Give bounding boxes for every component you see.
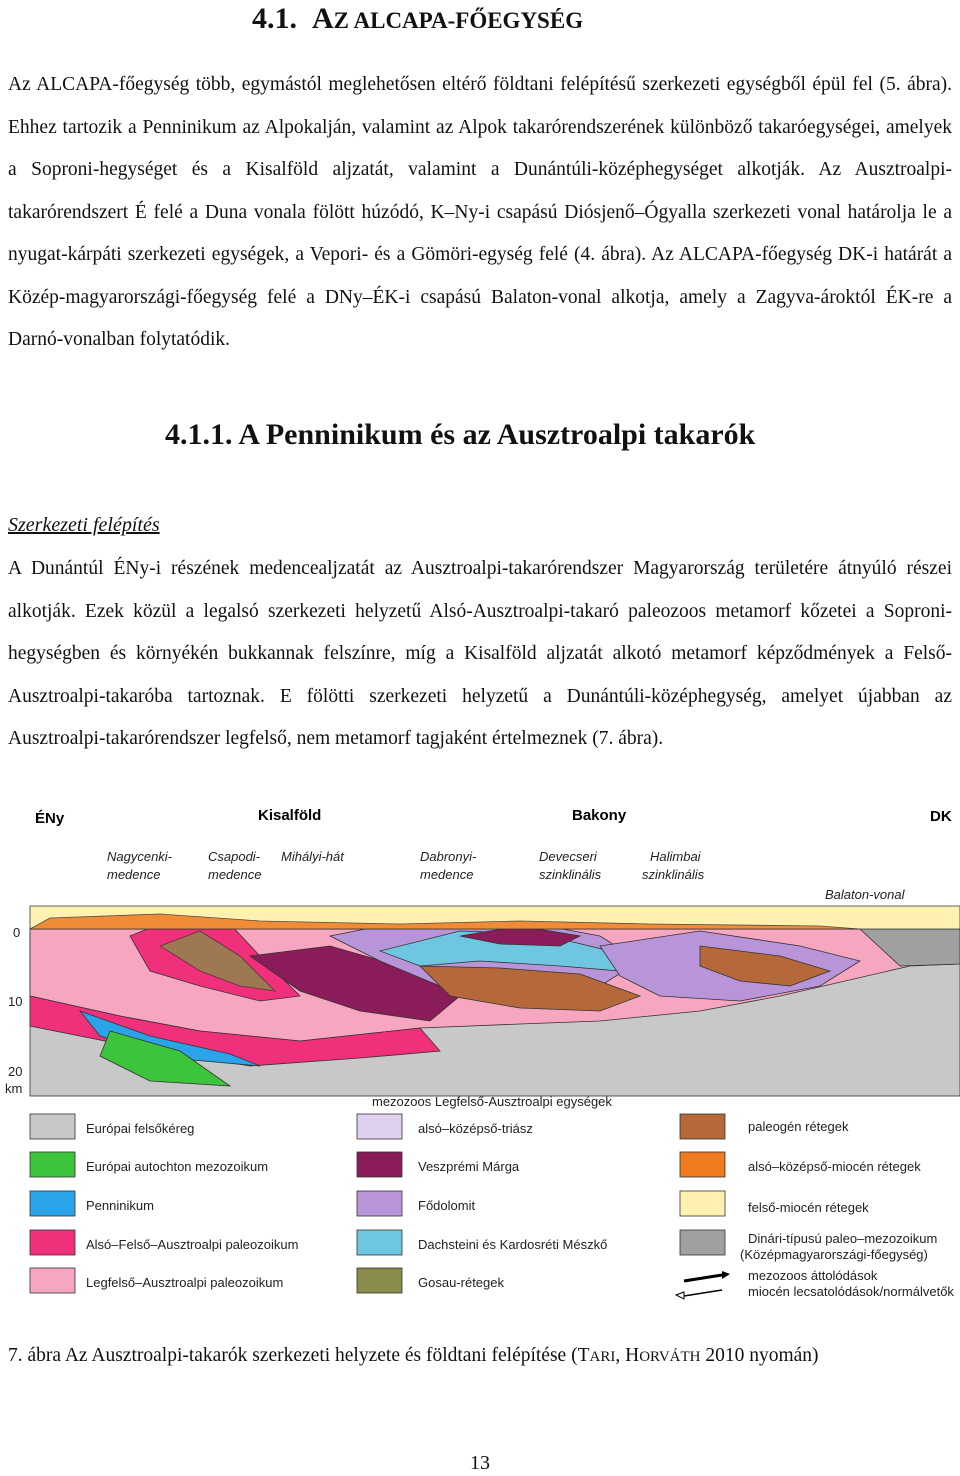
section-heading: 4.1. AZ ALCAPA-FŐEGYSÉG bbox=[252, 2, 584, 35]
legend-label-8: Dachsteini és Kardosréti Mészkő bbox=[418, 1237, 608, 1252]
direction-left-label: ÉNy bbox=[35, 810, 65, 827]
region-bakony-label: Bakony bbox=[572, 807, 627, 824]
thrust-arrow-icon bbox=[676, 1271, 730, 1299]
legend-label-13b: (Középmagyarországi-főegység) bbox=[740, 1247, 928, 1262]
legend-swatch-3 bbox=[30, 1230, 75, 1255]
legend-swatch-12 bbox=[680, 1191, 725, 1216]
depth-10-label: 10 bbox=[8, 994, 23, 1009]
section-label: Szerkezeti felépítés bbox=[8, 514, 160, 536]
legend-label-6: Veszprémi Márga bbox=[418, 1159, 520, 1174]
loc-balaton-vonal: Balaton-vonal bbox=[825, 887, 905, 902]
legend-swatch-8 bbox=[357, 1230, 402, 1255]
depth-20-label: 20 bbox=[8, 1064, 23, 1079]
legend-label-7: Fődolomit bbox=[418, 1198, 476, 1213]
legend-label-3: Alsó–Felső–Ausztroalpi paleozoikum bbox=[86, 1237, 299, 1252]
loc-devecseri-b: szinklinális bbox=[539, 867, 602, 882]
geologic-cross-section-figure bbox=[0, 796, 960, 1326]
legend-swatch-5 bbox=[357, 1114, 402, 1139]
legend-swatch-6 bbox=[357, 1152, 402, 1177]
legend-label-2: Penninikum bbox=[86, 1198, 154, 1213]
loc-devecseri-a: Devecseri bbox=[539, 849, 597, 864]
loc-nagycenki-b: medence bbox=[107, 867, 161, 882]
legend-label-4: Legfelső–Ausztroalpi paleozoikum bbox=[86, 1275, 284, 1290]
paragraph-structure: A Dunántúl ÉNy-i részének medencealjzatát az Ausztroalpi-takarórendszer Magyarország területére átnyúló részei alkotják. Ezek közül a legalsó szerkezeti helyzetű Alsó-Ausztroalpi-takaró paleozoos metamorf kőzetei a Soproni-hegységben és környékén bukkannak felszínre, míg a Kisalföld aljzatát alkotó metamorf képződmények a Felső-Ausztroalpi-takaróba tartoznak. E fölötti szerkezeti helyzetű a Dunántúli-középhegység, amelyet újabban az Ausztroalpi-takarórendszer legfelső, nem metamorf tagjaként értelmeznek (7. ábra). bbox=[8, 558, 952, 749]
legend-label-5: alsó–középső-triász bbox=[418, 1121, 533, 1136]
legend-swatch-4 bbox=[30, 1268, 75, 1293]
subsection-heading: 4.1.1. A Penninikum és az Ausztroalpi takarók bbox=[165, 418, 756, 451]
legend-label-1: Európai autochton mezozoikum bbox=[86, 1159, 269, 1174]
region-kisalfold-label: Kisalföld bbox=[258, 807, 322, 824]
legend-label-14: mezozoos áttolódások bbox=[748, 1268, 878, 1283]
legend-label-13: Dinári-típusú paleo–mezozoikum bbox=[748, 1231, 938, 1246]
legend-swatch-13 bbox=[680, 1230, 725, 1255]
depth-0-label: 0 bbox=[13, 925, 21, 940]
figure-caption: 7. ábra Az Ausztroalpi-takarók szerkezeti helyzete és földtani felépítése (TARI, HORVÁTH 2010 nyomán) bbox=[8, 1345, 819, 1366]
legend-label-10: paleogén rétegek bbox=[748, 1119, 849, 1134]
legend-label-9: Gosau-rétegek bbox=[418, 1275, 504, 1290]
loc-mihalyi: Mihályi-hát bbox=[281, 849, 344, 864]
loc-halimbai-a: Halimbai bbox=[650, 849, 701, 864]
page-number: 13 bbox=[470, 1452, 490, 1474]
legend-swatch-7 bbox=[357, 1191, 402, 1216]
legend-header: mezozoos Legfelső-Ausztroalpi egységek bbox=[372, 1094, 612, 1109]
legend-swatch-1 bbox=[30, 1152, 75, 1177]
legend-swatch-9 bbox=[357, 1268, 402, 1293]
cross-section-diagram bbox=[30, 906, 960, 1096]
legend-swatch-10 bbox=[680, 1114, 725, 1139]
legend bbox=[30, 1114, 954, 1299]
loc-csapodi-a: Csapodi- bbox=[208, 849, 261, 864]
legend-label-12: felső-miocén rétegek bbox=[748, 1200, 869, 1215]
loc-nagycenki-a: Nagycenki- bbox=[107, 849, 173, 864]
loc-dabronyi-b: medence bbox=[420, 867, 474, 882]
depth-unit-label: km bbox=[5, 1081, 23, 1096]
loc-halimbai-b: szinklinális bbox=[642, 867, 705, 882]
legend-swatch-0 bbox=[30, 1114, 75, 1139]
paragraph-alcapa: Az ALCAPA-főegység több, egymástól meglehetősen eltérő földtani felépítésű szerkezeti egységből épül fel (5. ábra). Ehhez tartozik a Penninikum az Alpokalján, valamint az Alpok takarórendszerének különböző takaróegységei, amelyek a Soproni-hegységet és a Kisalföld aljzatát, valamint a Dunántúli-középhegységet alkotják. Az Ausztroalpi-takarórendszert É felé a Duna vonala fölött húzódó, K–Ny-i csapású Diósjenő–Ógyalla szerkezeti vonal határolja le a nyugat-kárpáti szerkezeti egységek, a Vepori- és a Gömöri-egység felé (4. ábra). Az ALCAPA-főegység DK-i határát a Közép-magyarországi-főegység felé a DNy–ÉK-i csapású Balaton-vonal alkotja, amely a Zagyva-ároktól ÉK-re a Darnó-vonalban folytatódik. bbox=[8, 74, 952, 350]
legend-label-14b: miocén lecsatolódások/normálvetők bbox=[748, 1284, 954, 1299]
legend-label-0: Európai felsőkéreg bbox=[86, 1121, 195, 1136]
legend-swatch-2 bbox=[30, 1191, 75, 1216]
loc-csapodi-b: medence bbox=[208, 867, 262, 882]
loc-dabronyi-a: Dabronyi- bbox=[420, 849, 477, 864]
legend-swatch-11 bbox=[680, 1152, 725, 1177]
direction-right-label: DK bbox=[930, 808, 952, 825]
legend-label-11: alsó–középső-miocén rétegek bbox=[748, 1159, 921, 1174]
